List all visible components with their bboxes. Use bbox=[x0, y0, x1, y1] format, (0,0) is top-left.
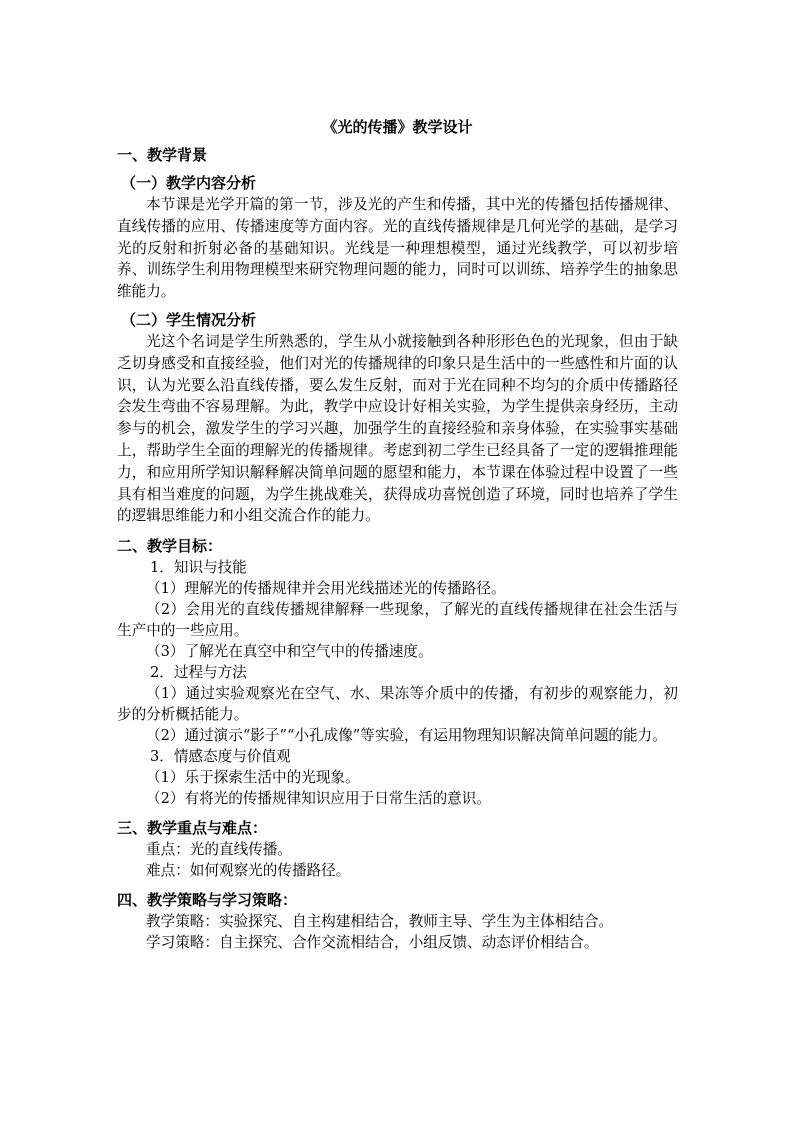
subsection-heading-student-analysis: （二）学生情况分析 bbox=[121, 310, 257, 329]
section-heading-objectives: 二、教学目标： bbox=[117, 537, 223, 556]
objective-group-knowledge: 1．知识与技能 bbox=[150, 559, 247, 577]
subsection-heading-content-analysis: （一）教学内容分析 bbox=[121, 174, 257, 192]
objective-item: （1）通过实验观察光在空气、水、果冻等介质中的传播，有初步的观察能力，初步的分析概括能力。 bbox=[117, 685, 678, 724]
objective-item: （2）会用光的直线传播规律解释一些现象，了解光的直线传播规律在社会生活与生产中的一些应用。 bbox=[117, 601, 678, 640]
objective-item: （2）通过演示“影子”“小孔成像”等实验，有运用物理知识解决简单问题的能力。 bbox=[146, 727, 667, 745]
objective-group-process: 2．过程与方法 bbox=[150, 664, 247, 682]
key-point-text: 重点：光的直线传播。 bbox=[146, 841, 292, 859]
objective-item: （1）乐于探索生活中的光现象。 bbox=[146, 769, 360, 787]
content-analysis-paragraph: 本节课是光学开篇的第一节，涉及光的产生和传播，其中光的传播包括传播规律、直线传播的应用、传播速度等方面内容。光的直线传播规律是几何光学的基础，是学习光的反射和折射必备的基础知识。光线是一种理想模型，通过光线教学，可以初步培养、训练学生利用物理模型来研究物理问题的能力，同时可以训练、培养学生的抽象思维能力。 bbox=[117, 196, 678, 301]
objective-item: （3）了解光在真空中和空气中的传播速度。 bbox=[146, 643, 433, 661]
document-title: 《光的传播》教学设计 bbox=[322, 118, 473, 136]
objective-item: （2）有将光的传播规律知识应用于日常生活的意识。 bbox=[146, 790, 491, 808]
section-heading-background: 一、教学背景 bbox=[117, 146, 208, 164]
student-analysis-paragraph: 光这个名词是学生所熟悉的，学生从小就接触到各种形形色色的光现象，但由于缺乏切身感受和直接经验，他们对光的传播规律的印象只是生活中的一些感性和片面的认识，认为光要么沿直线传播，要么发生反射，而对于光在同种不均匀的介质中传播路径会发生弯曲不容易理解。为此，教学中应设计好相关实验，为学生提供亲身经历，主动参与的机会，激发学生的学习兴趣，加强学生的直接经验和亲身体验，在实验事实基础上，帮助学生全面的理解光的传播规律。考虑到初二学生已经具备了一定的逻辑推理能力，和应用所学知识解释解决简单问题的愿望和能力，本节课在体验过程中设置了一些具有相当难度的问题，为学生挑战难关，获得成功喜悦创造了环境，同时也培养了学生的逻辑思维能力和小组交流合作的能力。 bbox=[117, 332, 678, 525]
difficulty-text: 难点：如何观察光的传播路径。 bbox=[146, 862, 351, 880]
objective-group-attitude: 3．情感态度与价值观 bbox=[150, 748, 291, 766]
objective-item: （1）理解光的传播规律并会用光线描述光的传播路径。 bbox=[146, 580, 506, 598]
section-heading-strategies: 四、教学策略与学习策略： bbox=[117, 891, 298, 910]
teaching-strategy-text: 教学策略：实验探究、自主构建相结合，教师主导、学生为主体相结合。 bbox=[146, 913, 614, 931]
section-heading-key-points: 三、教学重点与难点： bbox=[117, 819, 268, 838]
learning-strategy-text: 学习策略：自主探究、合作交流相结合，小组反馈、动态评价相结合。 bbox=[146, 934, 599, 952]
